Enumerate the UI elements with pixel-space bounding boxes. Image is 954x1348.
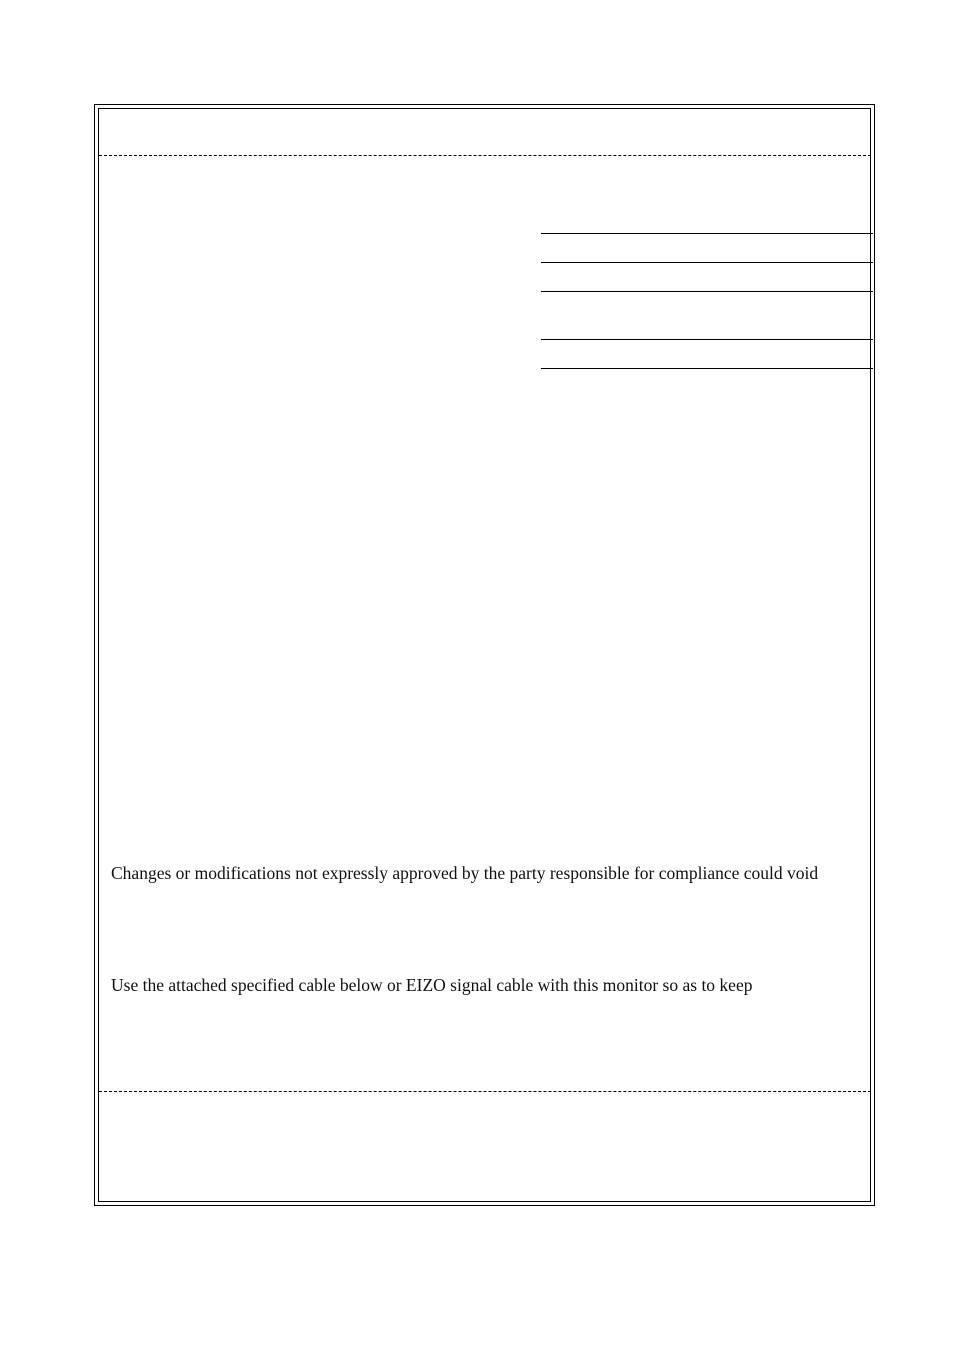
inner-border-frame xyxy=(98,108,871,1202)
fill-in-line-2 xyxy=(541,262,873,263)
top-dashed-divider xyxy=(99,155,871,156)
fill-in-line-5 xyxy=(541,368,873,369)
cable-notice-text: Use the attached specified cable below or EIZO signal cable with this monitor so as to keep xyxy=(111,975,753,995)
modifications-notice-text: Changes or modifications not expressly approved by the party responsible for compliance could void xyxy=(111,863,819,883)
fill-in-line-1 xyxy=(541,233,873,234)
fill-in-line-4 xyxy=(541,339,873,340)
fill-in-line-3 xyxy=(541,291,873,292)
bottom-dashed-divider xyxy=(99,1091,871,1092)
